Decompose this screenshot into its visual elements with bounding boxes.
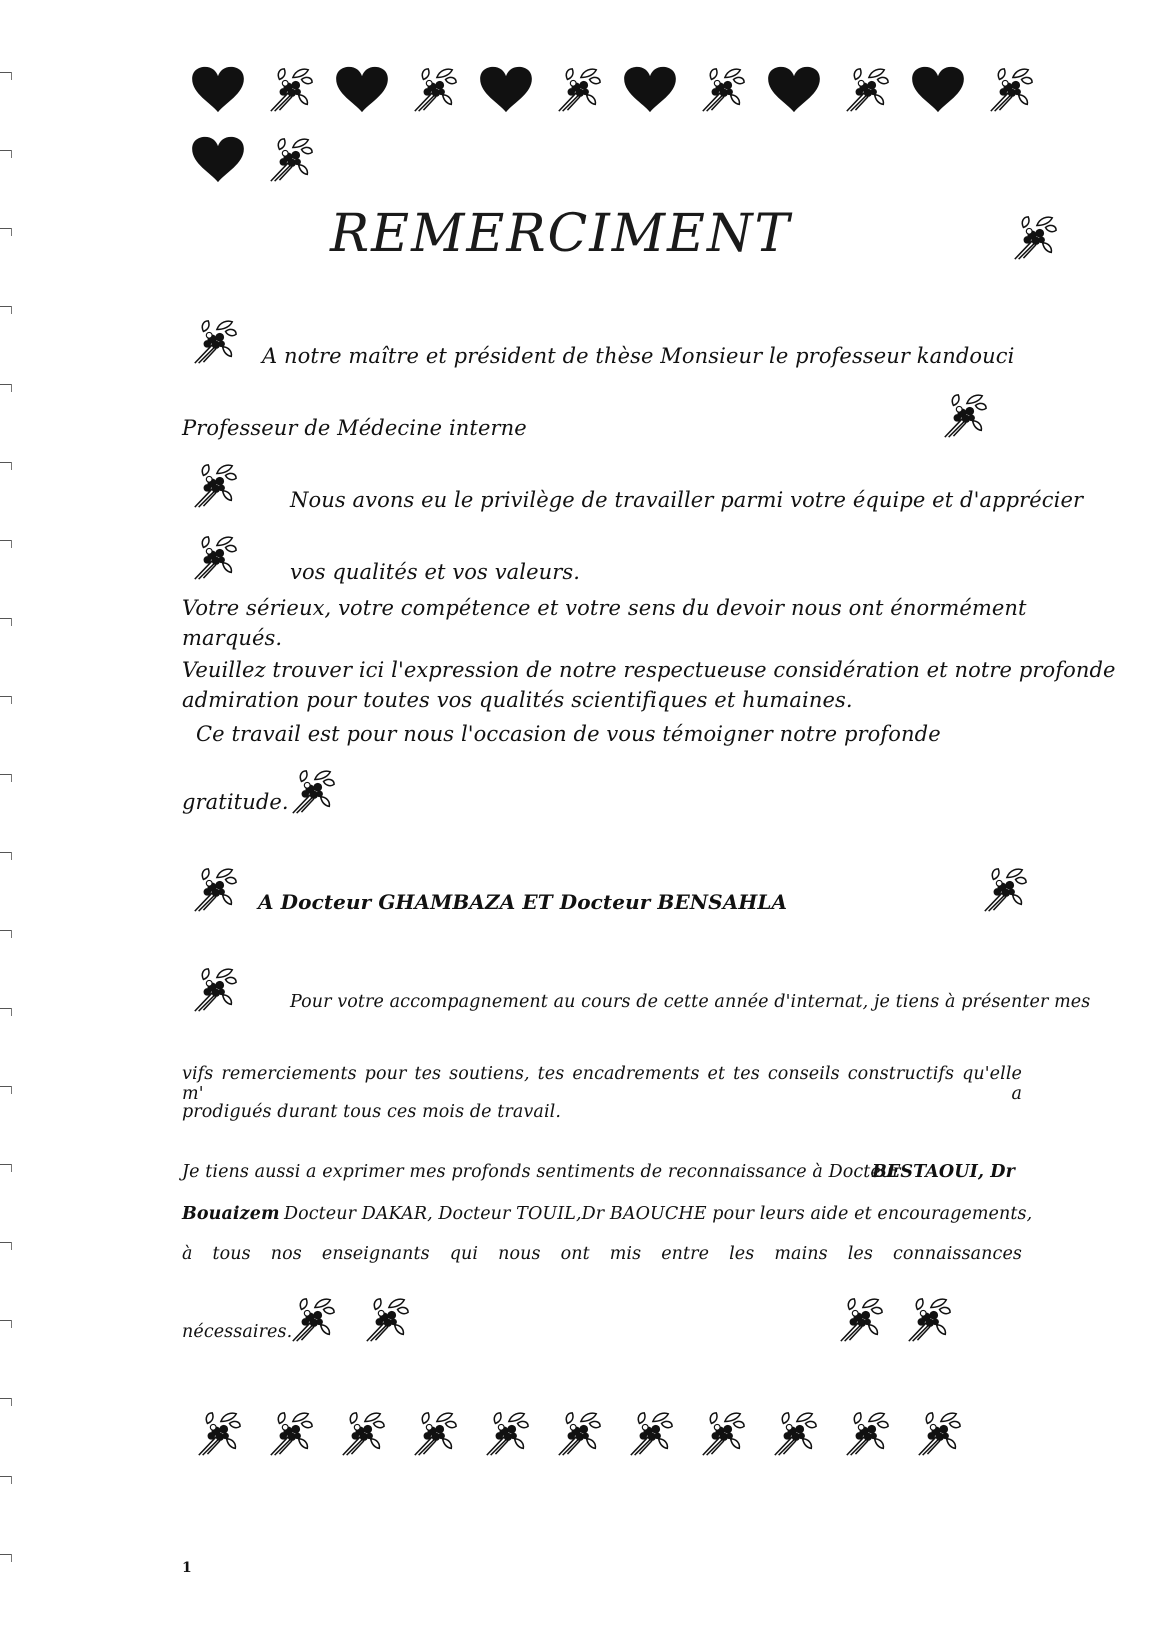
binder-mark: [0, 228, 12, 229]
paragraph-line: gratitude.: [182, 790, 289, 814]
flower-bouquet-icon: [266, 1410, 314, 1458]
paragraph-line: Docteur DAKAR, Docteur TOUIL,Dr BAOUCHE pour leurs aide et encouragements,: [284, 1204, 1033, 1224]
flower-bouquet-icon: [842, 66, 890, 114]
flower-bouquet-icon: [940, 392, 988, 440]
paragraph-line: Veuillez trouver ici l'expression de notre respectueuse considération et notre profonde: [182, 658, 1116, 682]
page-title: REMERCIMENT: [330, 204, 792, 264]
section2-heading: A Docteur GHAMBAZA ET Docteur BENSAHLA: [258, 890, 788, 914]
binder-mark: [0, 1398, 12, 1399]
doctor-names: Bouaizem: [182, 1204, 280, 1224]
paragraph-line: Nous avons eu le privilège de travailler parmi votre équipe et d'apprécier: [290, 488, 1084, 512]
flower-bouquet-icon: [698, 1410, 746, 1458]
flower-bouquet-icon: [362, 1296, 410, 1344]
flower-bouquet-icon: [980, 866, 1028, 914]
paragraph-line: marqués.: [182, 626, 283, 650]
section1-heading: A notre maître et président de thèse Monsieur le professeur kandouci: [262, 344, 1015, 368]
flower-bouquet-icon: [190, 866, 238, 914]
binder-mark: [0, 696, 12, 697]
flower-bouquet-icon: [266, 66, 314, 114]
paragraph-line: vifs remerciements pour tes soutiens, tes encadrements et tes conseils constructifs qu'elle m' a: [182, 1064, 1022, 1104]
binder-mark: [0, 72, 12, 73]
flower-bouquet-icon: [698, 66, 746, 114]
binder-mark: [0, 852, 12, 853]
flower-bouquet-icon: [190, 534, 238, 582]
heart-icon: [190, 66, 246, 114]
flower-bouquet-icon: [288, 768, 336, 816]
flower-bouquet-icon: [1010, 214, 1058, 262]
flower-bouquet-icon: [986, 66, 1034, 114]
binder-mark: [0, 1476, 12, 1477]
doctor-names: BESTAOUI, Dr: [872, 1162, 1015, 1182]
paragraph-line: Je tiens aussi a exprimer mes profonds sentiments de reconnaissance à Docteur: [182, 1162, 901, 1182]
heart-icon: [910, 66, 966, 114]
flower-bouquet-icon: [194, 1410, 242, 1458]
binder-mark: [0, 1320, 12, 1321]
paragraph-line: nécessaires.: [182, 1322, 293, 1342]
heart-icon: [622, 66, 678, 114]
binder-mark: [0, 618, 12, 619]
paragraph-line: prodigués durant tous ces mois de travail.: [182, 1102, 561, 1122]
flower-bouquet-icon: [554, 66, 602, 114]
binder-mark: [0, 1086, 12, 1087]
page-number: 1: [182, 1560, 192, 1576]
heart-icon: [478, 66, 534, 114]
paragraph-line: Pour votre accompagnement au cours de cette année d'internat, je tiens à présenter mes: [290, 992, 1091, 1012]
heart-icon: [766, 66, 822, 114]
binder-mark: [0, 1164, 12, 1165]
binder-mark: [0, 1008, 12, 1009]
flower-bouquet-icon: [338, 1410, 386, 1458]
flower-bouquet-icon: [190, 966, 238, 1014]
paragraph-line: vos qualités et vos valeurs.: [290, 560, 581, 584]
flower-bouquet-icon: [482, 1410, 530, 1458]
flower-bouquet-icon: [842, 1410, 890, 1458]
section1-subheading: Professeur de Médecine interne: [182, 416, 527, 440]
binder-mark: [0, 1242, 12, 1243]
heart-icon: [334, 66, 390, 114]
flower-bouquet-icon: [770, 1410, 818, 1458]
binder-mark: [0, 462, 12, 463]
flower-bouquet-icon: [190, 462, 238, 510]
heart-icon: [190, 136, 246, 184]
paragraph-line: à tous nos enseignants qui nous ont mis entre les mains les connaissances: [182, 1244, 1022, 1264]
flower-bouquet-icon: [266, 136, 314, 184]
flower-bouquet-icon: [914, 1410, 962, 1458]
binder-mark: [0, 150, 12, 151]
flower-bouquet-icon: [554, 1410, 602, 1458]
binder-mark: [0, 774, 12, 775]
paragraph-line: Votre sérieux, votre compétence et votre sens du devoir nous ont énormément: [182, 596, 1027, 620]
binder-mark: [0, 384, 12, 385]
flower-bouquet-icon: [836, 1296, 884, 1344]
flower-bouquet-icon: [410, 1410, 458, 1458]
flower-bouquet-icon: [626, 1410, 674, 1458]
binder-mark: [0, 540, 12, 541]
flower-bouquet-icon: [190, 318, 238, 366]
binder-mark: [0, 306, 12, 307]
binder-mark: [0, 1554, 12, 1555]
flower-bouquet-icon: [410, 66, 458, 114]
paragraph-line: admiration pour toutes vos qualités scientifiques et humaines.: [182, 688, 853, 712]
flower-bouquet-icon: [904, 1296, 952, 1344]
flower-bouquet-icon: [288, 1296, 336, 1344]
paragraph-line: Ce travail est pour nous l'occasion de vous témoigner notre profonde: [196, 722, 941, 746]
binder-mark: [0, 930, 12, 931]
